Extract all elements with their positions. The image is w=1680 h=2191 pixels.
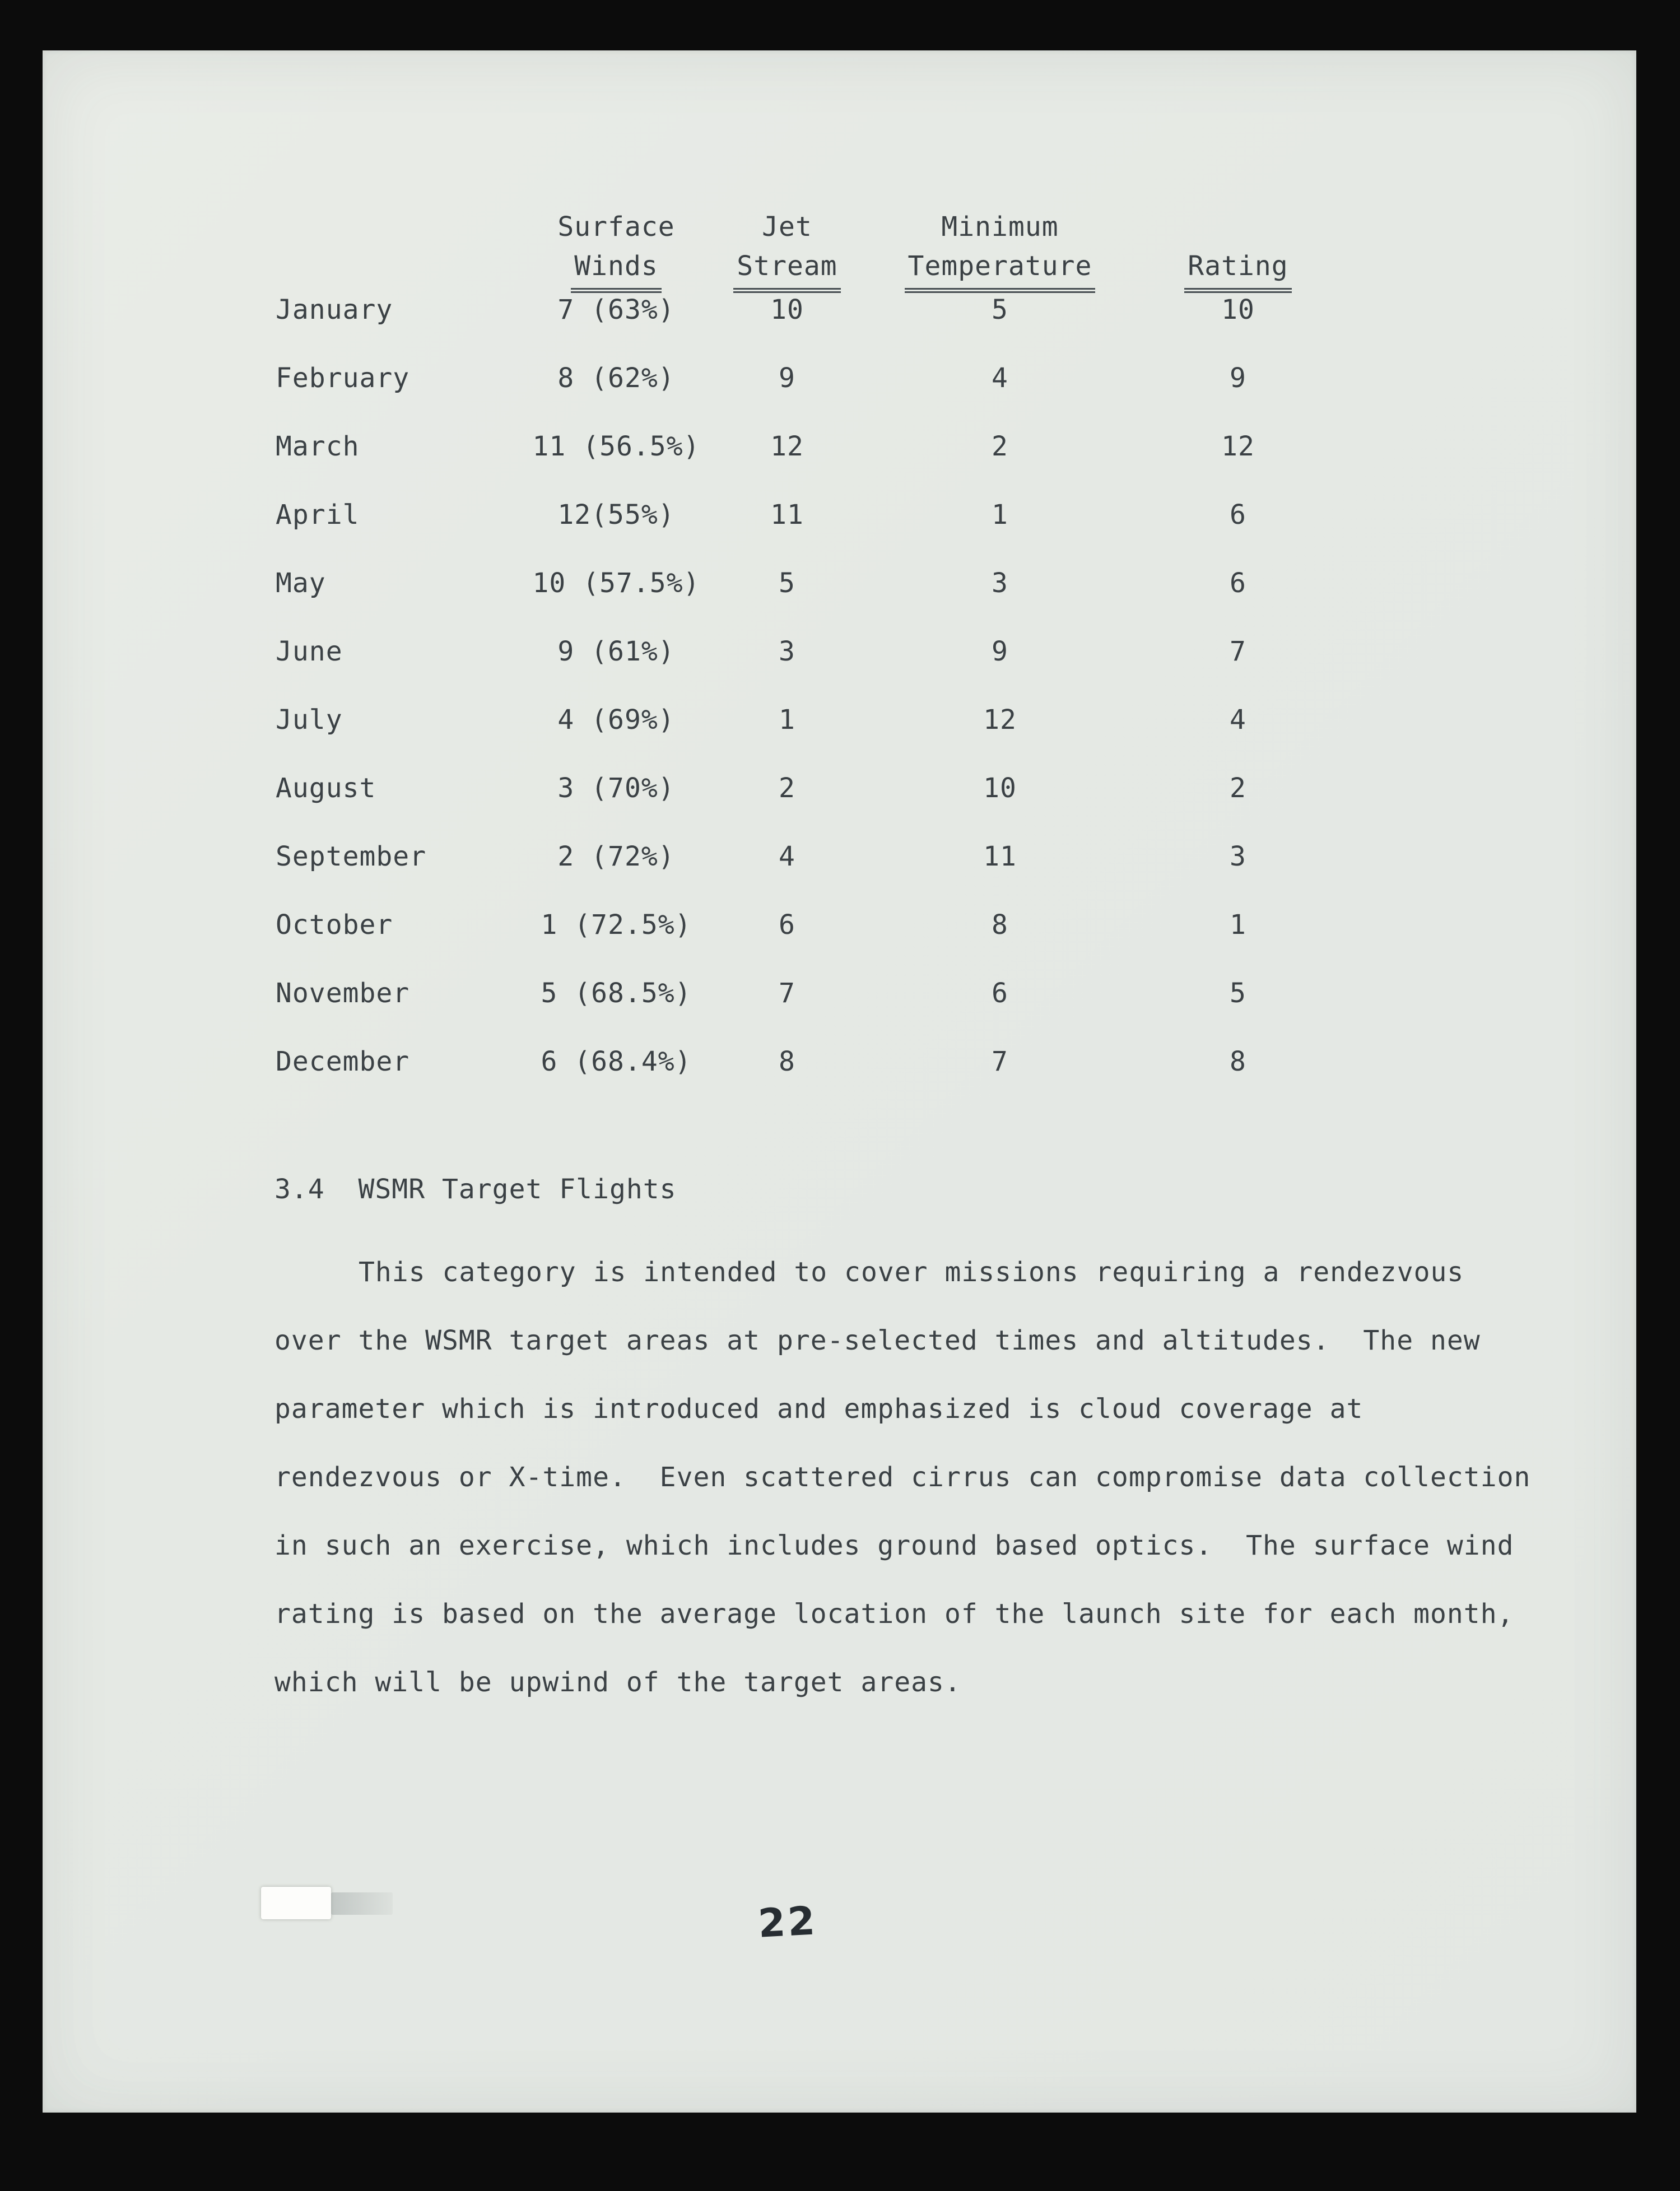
surface-winds-header (529, 207, 703, 305)
surface-winds-header-line2: Winds (571, 246, 662, 293)
surface-winds-cell: 11 (56.5%) (532, 431, 700, 462)
min-temp-cell: 10 (983, 773, 1017, 804)
rating-cell: 6 (1230, 499, 1246, 531)
section-heading: 3.4 WSMR Target Flights (274, 1174, 677, 1205)
jet-stream-cell: 7 (779, 978, 795, 1009)
min-temp-cell: 8 (992, 909, 1008, 941)
section-paragraph (274, 1238, 1580, 1716)
minimum-temperature-header (871, 207, 1129, 305)
surface-winds-cell: 12(55%) (557, 499, 675, 531)
surface-winds-cell: 3 (70%) (557, 773, 675, 804)
correction-tape-patch (261, 1887, 331, 1919)
paragraph-line: over the WSMR target areas at pre-selected times and altitudes. The new (274, 1325, 1481, 1356)
jet-stream-cell: 1 (779, 704, 795, 736)
jet-stream-cell: 8 (779, 1046, 795, 1077)
surface-winds-cell: 9 (61%) (557, 636, 675, 667)
rating-cell: 4 (1230, 704, 1246, 736)
month-cell: April (276, 499, 360, 531)
month-cell: November (276, 978, 410, 1009)
jet-stream-header-line1: Jet (762, 211, 812, 243)
month-cell: January (276, 294, 393, 325)
month-cell: August (276, 773, 376, 804)
rating-cell: 12 (1221, 431, 1255, 462)
month-cell: May (276, 567, 326, 599)
rating-cell: 5 (1230, 978, 1246, 1009)
surface-winds-cell: 1 (72.5%) (541, 909, 692, 941)
rating-cell: 8 (1230, 1046, 1246, 1077)
min-temp-cell: 9 (992, 636, 1008, 667)
surface-winds-cell: 8 (62%) (557, 362, 675, 394)
month-cell: February (276, 362, 410, 394)
minimum-temperature-header-line1: Minimum (941, 211, 1059, 243)
min-temp-cell: 6 (992, 978, 1008, 1009)
jet-stream-cell: 4 (779, 841, 795, 872)
paragraph-line: This category is intended to cover missions requiring a rendezvous (359, 1257, 1464, 1288)
document-page (43, 50, 1636, 2113)
month-column-header (274, 207, 529, 305)
paragraph-line: rendezvous or X-time. Even scattered cirrus can compromise data collection (274, 1462, 1531, 1493)
rating-cell: 9 (1230, 362, 1246, 394)
min-temp-cell: 3 (992, 567, 1008, 599)
paragraph-line: in such an exercise, which includes ground based optics. The surface wind (274, 1530, 1514, 1561)
surface-winds-cell: 2 (72%) (557, 841, 675, 872)
paragraph-line: rating is based on the average location of the launch site for each month, (274, 1598, 1514, 1630)
rating-cell: 1 (1230, 909, 1246, 941)
paragraph-line: parameter which is introduced and emphasized is cloud coverage at (274, 1393, 1363, 1425)
page-number: 22 (757, 1897, 818, 1947)
min-temp-cell: 12 (983, 704, 1017, 736)
rating-cell: 2 (1230, 773, 1246, 804)
month-cell: October (276, 909, 393, 941)
rating-header-line2: Rating (1184, 246, 1291, 293)
jet-stream-header-line2: Stream (733, 246, 840, 293)
pencil-smudge (331, 1892, 393, 1915)
month-cell: June (276, 636, 343, 667)
month-cell: July (276, 704, 343, 736)
min-temp-cell: 1 (992, 499, 1008, 531)
rating-cell: 10 (1221, 294, 1255, 325)
month-cell: March (276, 431, 360, 462)
jet-stream-cell: 11 (770, 499, 804, 531)
minimum-temperature-header-line2: Temperature (905, 246, 1096, 293)
min-temp-cell: 4 (992, 362, 1008, 394)
surface-winds-cell: 4 (69%) (557, 704, 675, 736)
jet-stream-cell: 6 (779, 909, 795, 941)
surface-winds-cell: 10 (57.5%) (532, 567, 700, 599)
paragraph-line: which will be upwind of the target areas. (274, 1667, 961, 1698)
min-temp-cell: 5 (992, 294, 1008, 325)
jet-stream-cell: 2 (779, 773, 795, 804)
jet-stream-cell: 10 (770, 294, 804, 325)
jet-stream-cell: 9 (779, 362, 795, 394)
jet-stream-header (703, 207, 871, 305)
month-cell: December (276, 1046, 410, 1077)
jet-stream-cell: 5 (779, 567, 795, 599)
monthly-ratings-table (274, 207, 1347, 1096)
rating-cell: 3 (1230, 841, 1246, 872)
jet-stream-cell: 3 (779, 636, 795, 667)
min-temp-cell: 7 (992, 1046, 1008, 1077)
surface-winds-cell: 6 (68.4%) (541, 1046, 692, 1077)
jet-stream-cell: 12 (770, 431, 804, 462)
rating-cell: 7 (1230, 636, 1246, 667)
rating-cell: 6 (1230, 567, 1246, 599)
month-cell: September (276, 841, 427, 872)
rating-header-line1 (1129, 207, 1347, 246)
surface-winds-header-line1: Surface (557, 211, 675, 243)
surface-winds-cell: 7 (63%) (557, 294, 675, 325)
min-temp-cell: 2 (992, 431, 1008, 462)
min-temp-cell: 11 (983, 841, 1017, 872)
surface-winds-cell: 5 (68.5%) (541, 978, 692, 1009)
rating-header (1129, 207, 1347, 305)
